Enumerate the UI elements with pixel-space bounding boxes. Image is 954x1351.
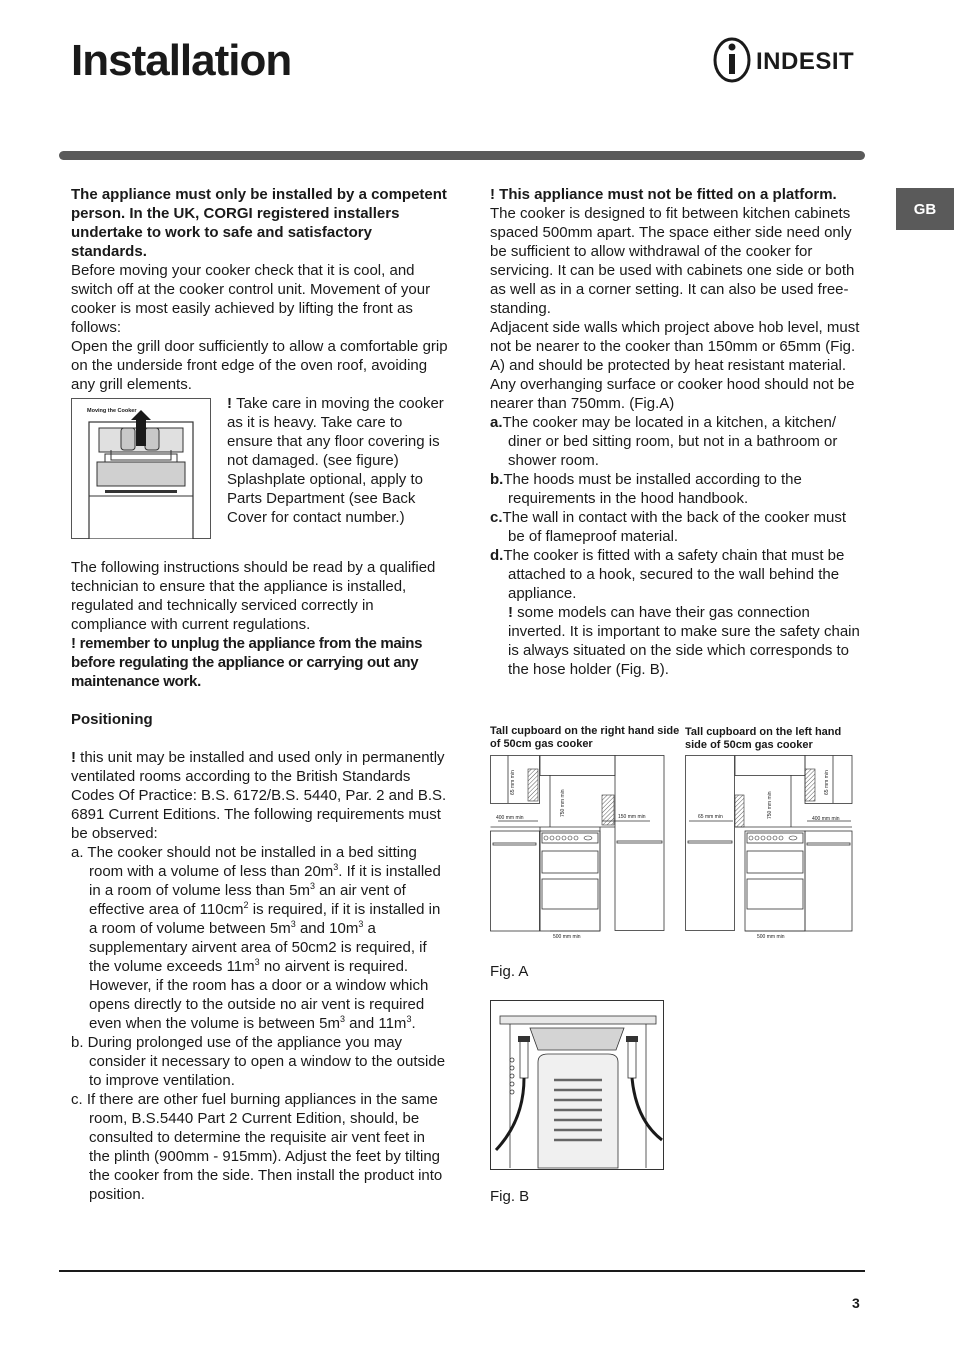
dim-65-right-label: 65 mm min: [824, 770, 830, 795]
requirement-a: a. The cooker should not be installed in a bed sitting room with a volume of less than $20m^3$. If it is installed in a room of volume less than $5m^3$ an air vent of effective area of $110cm^2$ is required, if it is installed in a room of volume between $5m^3$ and $10m^3$ a supplementary airvent area of 50cm2 is required, if the volume exceeds $11m^3$ no airvent is required. However, if the room has a door or a window which opens directly to the outside no air vent is required even when the volume is between $5m^3$ and $11m^3$.: [71, 844, 441, 1032]
instructions-text: The following instructions should be read by a qualified technician to ensure that the appliance is installed, regulated and technically serviced correctly in compliance with current regulations.: [71, 559, 436, 633]
dim-750-label: 750 mm min: [560, 789, 566, 817]
design-text: The cooker is designed to fit between kitchen cabinets spaced 500mm apart. The space either side need only be sufficient to allow withdrawal of the cooker for servicing. It can be used with cabinets one side or both as well as in a corner setting. It can also be used free-standing.: [490, 205, 855, 317]
fig-b-diagram: [490, 1000, 664, 1170]
dim-750-right-label: 750 mm min: [767, 791, 773, 819]
right-item-c: c.The wall in contact with the back of the cooker must be of flameproof material.: [490, 509, 847, 545]
right-item-a: a.The cooker may be located in a kitchen, a kitchen/ diner or bed sitting room, but not in a bathroom or shower room.: [490, 414, 838, 469]
maintenance-warning: ! remember to unplug the appliance from the mains before regulating the appliance or carrying out any maintenance work.: [71, 635, 423, 690]
dim-65-left-label: 65 mm min: [698, 814, 723, 820]
intro-paragraph-1: Before moving your cooker check that it is cool, and switch off at the cooker control unit. Movement of your cooker is most easily achieved by lifting the front as follows:: [71, 262, 431, 336]
positioning-heading: Positioning: [71, 711, 153, 728]
caption-right-cupboard: Tall cupboard on the right hand side of 50cm gas cooker: [490, 725, 680, 750]
caption-left-cupboard: Tall cupboard on the left hand side of 50cm gas cooker: [685, 726, 842, 751]
intro-bold: The appliance must only be installed by a competent person. In the UK, CORGI registered installers undertake to work to safe and satisfactory standards.: [71, 186, 447, 260]
dim-400-right-label: 400 mm min: [812, 816, 840, 822]
intro-paragraph-2: Open the grill door sufficiently to allow a comfortable grip on the underside front edge of the oven roof, avoiding any grill elements.: [71, 338, 448, 393]
right-item-d: d.The cooker is fitted with a safety chain that must be attached to a hook, secured to the wall behind the appliance.: [490, 547, 845, 602]
moving-cooker-figure: [71, 398, 211, 539]
right-item-b: b.The hoods must be installed according to the requirements in the hood handbook.: [490, 471, 802, 507]
page-title: Installation: [71, 36, 292, 85]
moving-section: [71, 394, 449, 539]
requirement-c: c. If there are other fuel burning appliances in the same room, B.S.5440 Part 2 Current Edition, should, be consulted to determine the requisite air vent feet in the plinth (900mm - 915mm). Adjust the feet by tilting the cooker from the side. Then install the product into position.: [71, 1091, 443, 1203]
splashplate-text: Splashplate optional, apply to Parts Department (see Back Cover for contact number.): [227, 471, 423, 526]
dim-500-right-label: 500 mm min: [757, 934, 785, 940]
footer-divider: [59, 1270, 865, 1272]
walls-text: Adjacent side walls which project above hob level, must not be nearer to the cooker than 150mm or 65mm (Fig. A) and should be protected by heat resistant material. Any overhanging surface or cooker hood should not be nearer than 750mm. (Fig.A): [490, 319, 860, 412]
moving-figure-caption: Moving the Cooker: [87, 408, 137, 414]
fig-a-label: Fig. A: [490, 963, 529, 980]
left-column: [71, 185, 449, 1204]
dim-150-label: 150 mm min: [618, 814, 646, 820]
brand-wordmark: INDESIT: [756, 48, 855, 75]
requirement-b: b. During prolonged use of the appliance you may consider it necessary to open a window to the outside to improve ventilation.: [71, 1034, 446, 1089]
gas-connection-note: ! some models can have their gas connection inverted. It is important to make sure the safety chain is always situated on the side which corresponds to the hose holder (Fig. B).: [508, 604, 860, 678]
right-column: [490, 185, 864, 679]
fig-b-label: Fig. B: [490, 1188, 530, 1205]
language-tab: GB: [896, 188, 954, 230]
dim-500-label: 500 mm min: [553, 934, 581, 940]
fig-a-left-cupboard-diagram: [685, 755, 855, 941]
care-text: ! Take care in moving the cooker as it is heavy. Take care to ensure that any floor covering is not damaged. (see figure): [227, 395, 444, 469]
header-divider: [59, 151, 865, 160]
fig-a-right-cupboard-diagram: [490, 755, 666, 941]
page-number: 3: [852, 1295, 860, 1311]
positioning-intro: ! this unit may be installed and used only in permanently ventilated rooms according to the British Standards Codes Of Practice: B.S. 6172/B.S. 5440, Par. 2 and B.S. 6891 Current Editions. The following requirements must be observed:: [71, 749, 447, 842]
platform-warning: ! This appliance must not be fitted on a platform.: [490, 186, 837, 203]
dim-65-label: 65 mm min: [510, 770, 516, 795]
indesit-logo: [712, 36, 872, 84]
dim-400-label: 400 mm min: [496, 815, 524, 821]
